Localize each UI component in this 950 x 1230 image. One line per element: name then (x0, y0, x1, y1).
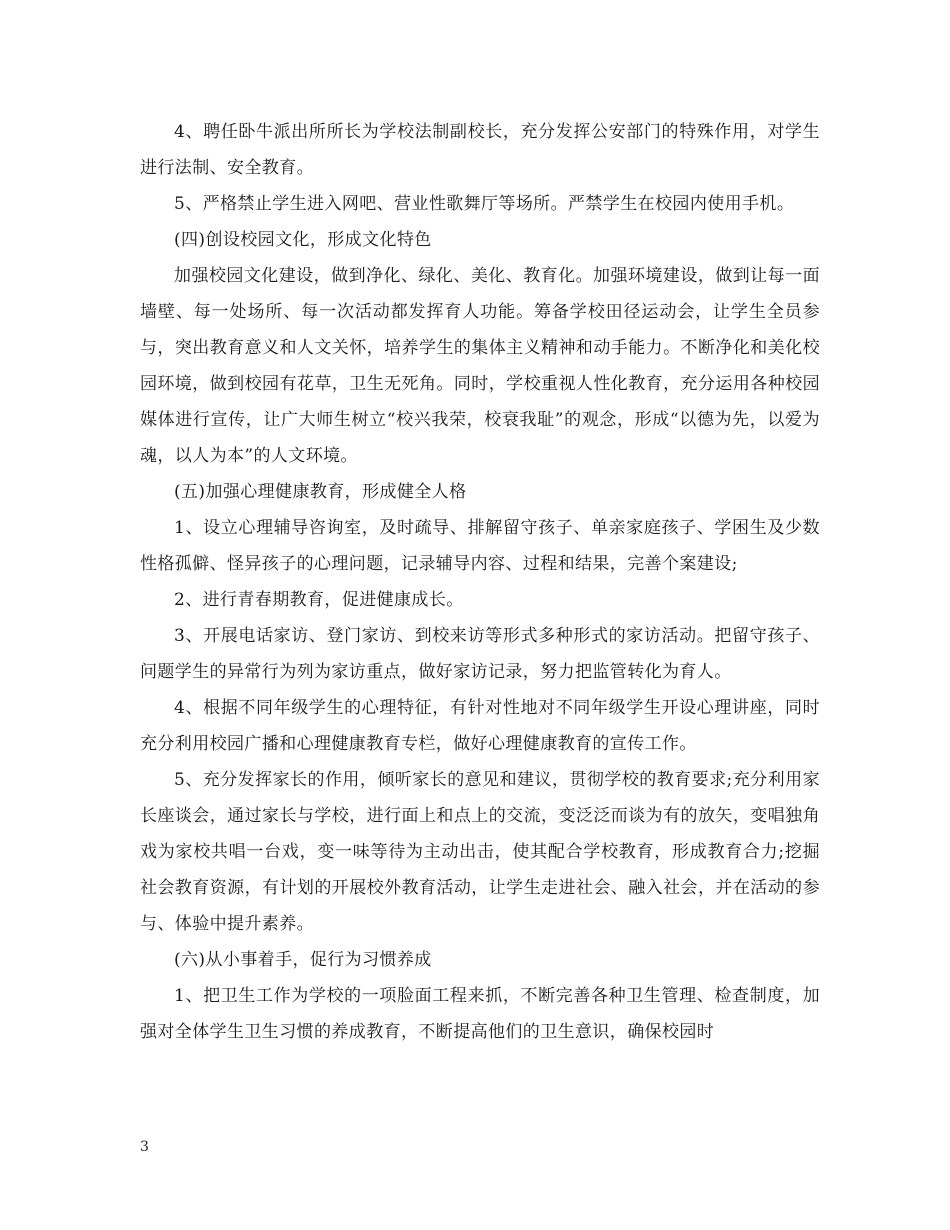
paragraph-campus-culture: 加强校园文化建设，做到净化、绿化、美化、教育化。加强环境建设，做到让每一面墙壁、每一处场所、每一次活动都发挥育人功能。筹备学校田径运动会，让学生全员参与，突出教育意义和人文关怀，培养学生的集体主义精神和动手能力。不断净化和美化校园环境，做到校园有花草，卫生无死角。同时，学校重视人性化教育，充分运用各种校园媒体进行宣传，让广大师生树立“校兴我荣，校衰我耻”的观念，形成“以德为先，以爱为魂，以人为本”的人文环境。 (140, 266, 820, 466)
paragraph-habits-1: 1、把卫生工作为学校的一项脸面工程来抓，不断完善各种卫生管理、检查制度，加强对全体学生卫生习惯的养成教育，不断提高他们的卫生意识，确保校园时 (140, 986, 820, 1042)
paragraph-mental-health-2: 2、进行青春期教育，促进健康成长。 (174, 590, 464, 610)
paragraph-item-4: 4、聘任卧牛派出所所长为学校法制副校长，充分发挥公安部门的特殊作用，对学生进行法制、安全教育。 (140, 122, 820, 178)
section-heading-habits: (六)从小事着手，促行为习惯养成 (174, 950, 432, 970)
paragraph-mental-health-3: 3、开展电话家访、登门家访、到校来访等形式多种形式的家访活动。把留守孩子、问题学生的异常行为列为家访重点，做好家访记录，努力把监管转化为育人。 (140, 626, 820, 682)
paragraph-mental-health-5: 5、充分发挥家长的作用，倾听家长的意见和建议，贯彻学校的教育要求;充分利用家长座谈会，通过家长与学校，进行面上和点上的交流，变泛泛而谈为有的放矢，变唱独角戏为家校共唱一台戏，变一味等待为主动出击，使其配合学校教育，形成教育合力;挖掘社会教育资源，有计划的开展校外教育活动，让学生走进社会、融入社会，并在活动的参与、体验中提升素养。 (140, 770, 820, 934)
page-number: 3 (140, 1139, 149, 1155)
paragraph-item-5: 5、严格禁止学生进入网吧、营业性歌舞厅等场所。严禁学生在校园内使用手机。 (174, 194, 795, 214)
section-heading-campus-culture: (四)创设校园文化，形成文化特色 (174, 230, 432, 250)
document-body (140, 114, 820, 1050)
paragraph-mental-health-1: 1、设立心理辅导咨询室，及时疏导、排解留守孩子、单亲家庭孩子、学困生及少数性格孤僻、怪异孩子的心理问题，记录辅导内容、过程和结果，完善个案建设; (140, 518, 820, 574)
section-heading-mental-health: (五)加强心理健康教育，形成健全人格 (174, 482, 467, 502)
paragraph-mental-health-4: 4、根据不同年级学生的心理特征，有针对性地对不同年级学生开设心理讲座，同时充分利用校园广播和心理健康教育专栏，做好心理健康教育的宣传工作。 (140, 698, 820, 754)
